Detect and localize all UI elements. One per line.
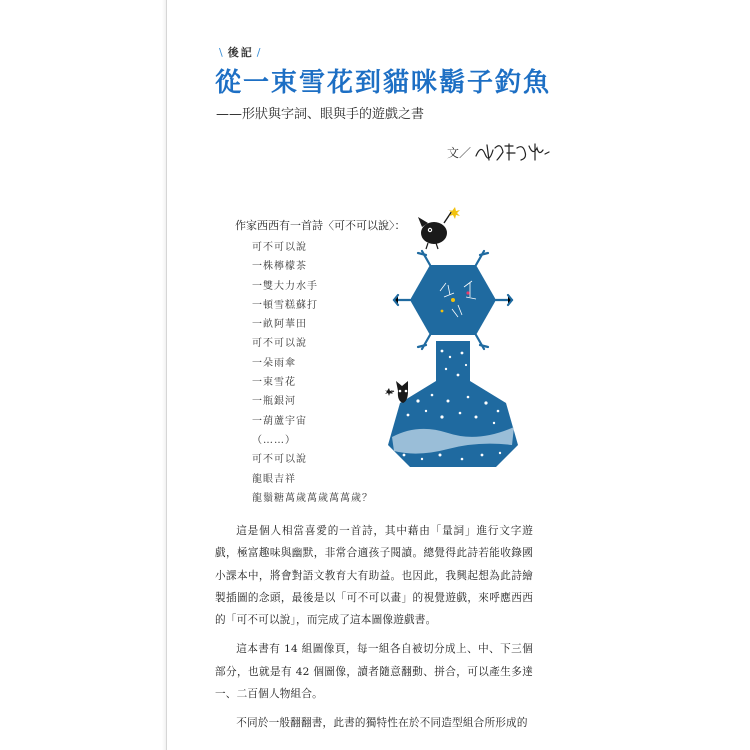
page-title: 從一束雪花到貓咪鬍子釣魚 (215, 68, 552, 98)
byline-prefix: 文／ (447, 145, 472, 160)
slash-ornament-left: \ (219, 46, 225, 59)
poem-line: 可不可以說 (252, 242, 307, 253)
body-paragraph: 不同於一般翻翻書，此書的獨特性在於不同造型組合所形成的 (236, 717, 528, 730)
author-signature (473, 140, 551, 164)
snowflake-bottle-illustration (378, 205, 528, 473)
poem-line: 一束雪花 (252, 377, 296, 389)
poem-line: 可不可以說 (252, 338, 307, 350)
section-tag-label: 後記 (227, 46, 254, 59)
body-paragraph: 這是個人相當喜愛的一首詩，其中藉由「量詞」進行文字遊戲，極富趣味與幽默，非常合適孩子閱讀。總覺得此詩若能收錄國小課本中，將會對語文教育大有助益。也因此，我興起想為此詩繪製插圖的念頭，最後是以「可不可以畫」的視覺遊戲，來呼應西西的「可不可以說」，而完成了這本圖像遊戲書。 (215, 525, 533, 627)
snowflake-hexagon (394, 251, 512, 349)
page-subtitle: ——形狀與字詞、眼與手的遊戲之書 (216, 107, 425, 122)
poem-intro: 作家西西有一首詩〈可不可以說〉： (235, 219, 406, 232)
slash-ornament-right: / (256, 46, 263, 59)
poem-line: 一畝阿華田 (252, 319, 307, 331)
poem-line: （……） (252, 434, 296, 446)
crow-icon (418, 207, 460, 249)
poem-list (252, 238, 373, 508)
body-paragraph: 這本書有 14 組圖像頁，每一組各自被切分成上、中、下三個部分，也就是有 42 個圖像，讀者隨意翻動、拼合，可以產生多達一、二百個人物組合。 (215, 643, 533, 701)
section-tag (216, 44, 265, 60)
poem-line: 一頓雪糕蘇打 (252, 299, 318, 311)
bottle-shape (388, 341, 518, 467)
poem-line: 一瓶銀河 (252, 396, 296, 408)
poem-line: 一朵雨傘 (252, 357, 296, 369)
black-cat-icon (385, 381, 408, 403)
poem-line: 一株檸檬茶 (252, 261, 307, 273)
afterword-body (215, 520, 533, 742)
poem-line: 一葫蘆宇宙 (252, 415, 307, 427)
byline (447, 140, 551, 164)
poem-line: 龍眼吉祥 (252, 473, 296, 485)
poem-line: 龍鬚糖萬歲萬歲萬萬歲？ (252, 492, 373, 504)
poem-line: 可不可以說 (252, 454, 307, 466)
poem-line: 一雙大力水手 (252, 280, 318, 292)
